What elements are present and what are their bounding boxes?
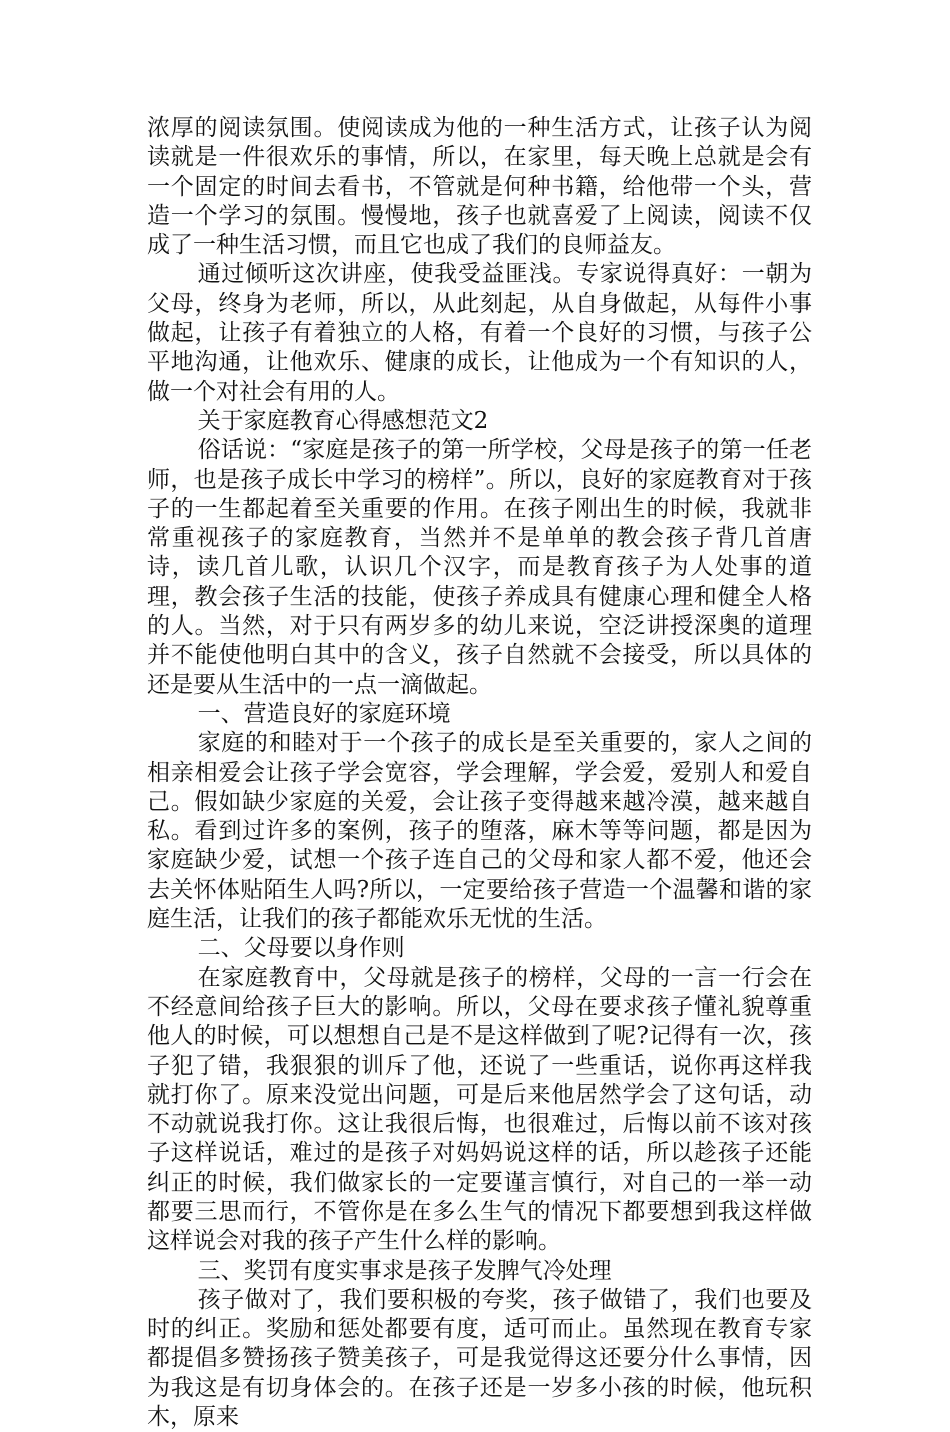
- heading-rewards-punishment: 三、奖罚有度实事求是孩子发脾气冷处理: [197, 1257, 612, 1284]
- paragraph-family-harmony: 家庭的和睦对于一个孩子的成长是至关重要的，家人之间的相亲相爱会让孩子学会宽容，学会理解，学会爱，爱别人和爱自己。假如缺少家庭的关爱，会让孩子变得越来越冷漠，越来越自私。看到过许多的案例，孩子的堕落，麻木等等问题，都是因为家庭缺少爱，试想一个孩子连自己的父母和家人都不爱，他还会去关怀体贴陌生人吗?所以，一定要给孩子营造一个温馨和谐的家庭生活，让我们的孩子都能欢乐无忧的生活。: [147, 730, 812, 933]
- paragraph-praise-and-correct: 孩子做对了，我们要积极的夸奖，孩子做错了，我们也要及时的纠正。奖励和惩处都要有度，适可而止。虽然现在教育专家都提倡多赞扬孩子赞美孩子，可是我觉得这还要分什么事情，因为我这是有切身体会的。在孩子还是一岁多小孩的时候，他玩积木，原来: [147, 1286, 812, 1431]
- paragraph-reading-atmosphere: 浓厚的阅读氛围。使阅读成为他的一种生活方式，让孩子认为阅读就是一件很欢乐的事情，所以，在家里，每天晚上总就是会有一个固定的时间去看书，不管就是何种书籍，给他带一个头，营造一个学习的氛围。慢慢地，孩子也就喜爱了上阅读，阅读不仅成了一种生活习惯，而且它也成了我们的良师益友。: [147, 115, 812, 259]
- document-body: [147, 114, 812, 1432]
- paragraph-lecture-reflection: 通过倾听这次讲座，使我受益匪浅。专家说得真好：一朝为父母，终身为老师，所以，从此刻起，从自身做起，从每件小事做起，让孩子有着独立的人格，有着一个良好的习惯，与孩子公平地沟通，让他欢乐、健康的成长，让他成为一个有知识的人，做一个对社会有用的人。: [147, 261, 812, 405]
- paragraph-parents-role-model: 在家庭教育中，父母就是孩子的榜样，父母的一言一行会在不经意间给孩子巨大的影响。所以，父母在要求孩子懂礼貌尊重他人的时候，可以想想自己是不是这样做到了呢?记得有一次，孩子犯了错，我狠狠的训斥了他，还说了一些重话，说你再这样我就打你了。原来没觉出问题，可是后来他居然学会了这句话，动不动就说我打你。这让我很后悔，也很难过，后悔以前不该对孩子这样说话，难过的是孩子对妈妈说这样的话，所以趁孩子还能纠正的时候，我们做家长的一定要谨言慎行，对自己的一举一动都要三思而行，不管你是在多么生气的情况下都要想到我这样做这样说会对我的孩子产生什么样的影响。: [147, 964, 812, 1255]
- section-title-essay-2: 关于家庭教育心得感想范文2: [197, 407, 489, 434]
- heading-family-environment: 一、营造良好的家庭环境: [197, 700, 451, 727]
- heading-lead-by-example: 二、父母要以身作则: [197, 935, 405, 962]
- paragraph-family-first-school: 俗话说：“家庭是孩子的第一所学校，父母是孩子的第一任老师，也是孩子成长中学习的榜样”。所以，良好的家庭教育对于孩子的一生都起着至关重要的作用。在孩子刚出生的时候，我就非常重视孩子的家庭教育，当然并不是单单的教会孩子背几首唐诗，读几首儿歌，认识几个汉字，而是教育孩子为人处事的道理，教会孩子生活的技能，使孩子养成具有健康心理和健全人格的人。当然，对于只有两岁多的幼儿来说，空泛讲授深奥的道理并不能使他明白其中的含义，孩子自然就不会接受，所以具体的还是要从生活中的一点一滴做起。: [147, 437, 812, 698]
